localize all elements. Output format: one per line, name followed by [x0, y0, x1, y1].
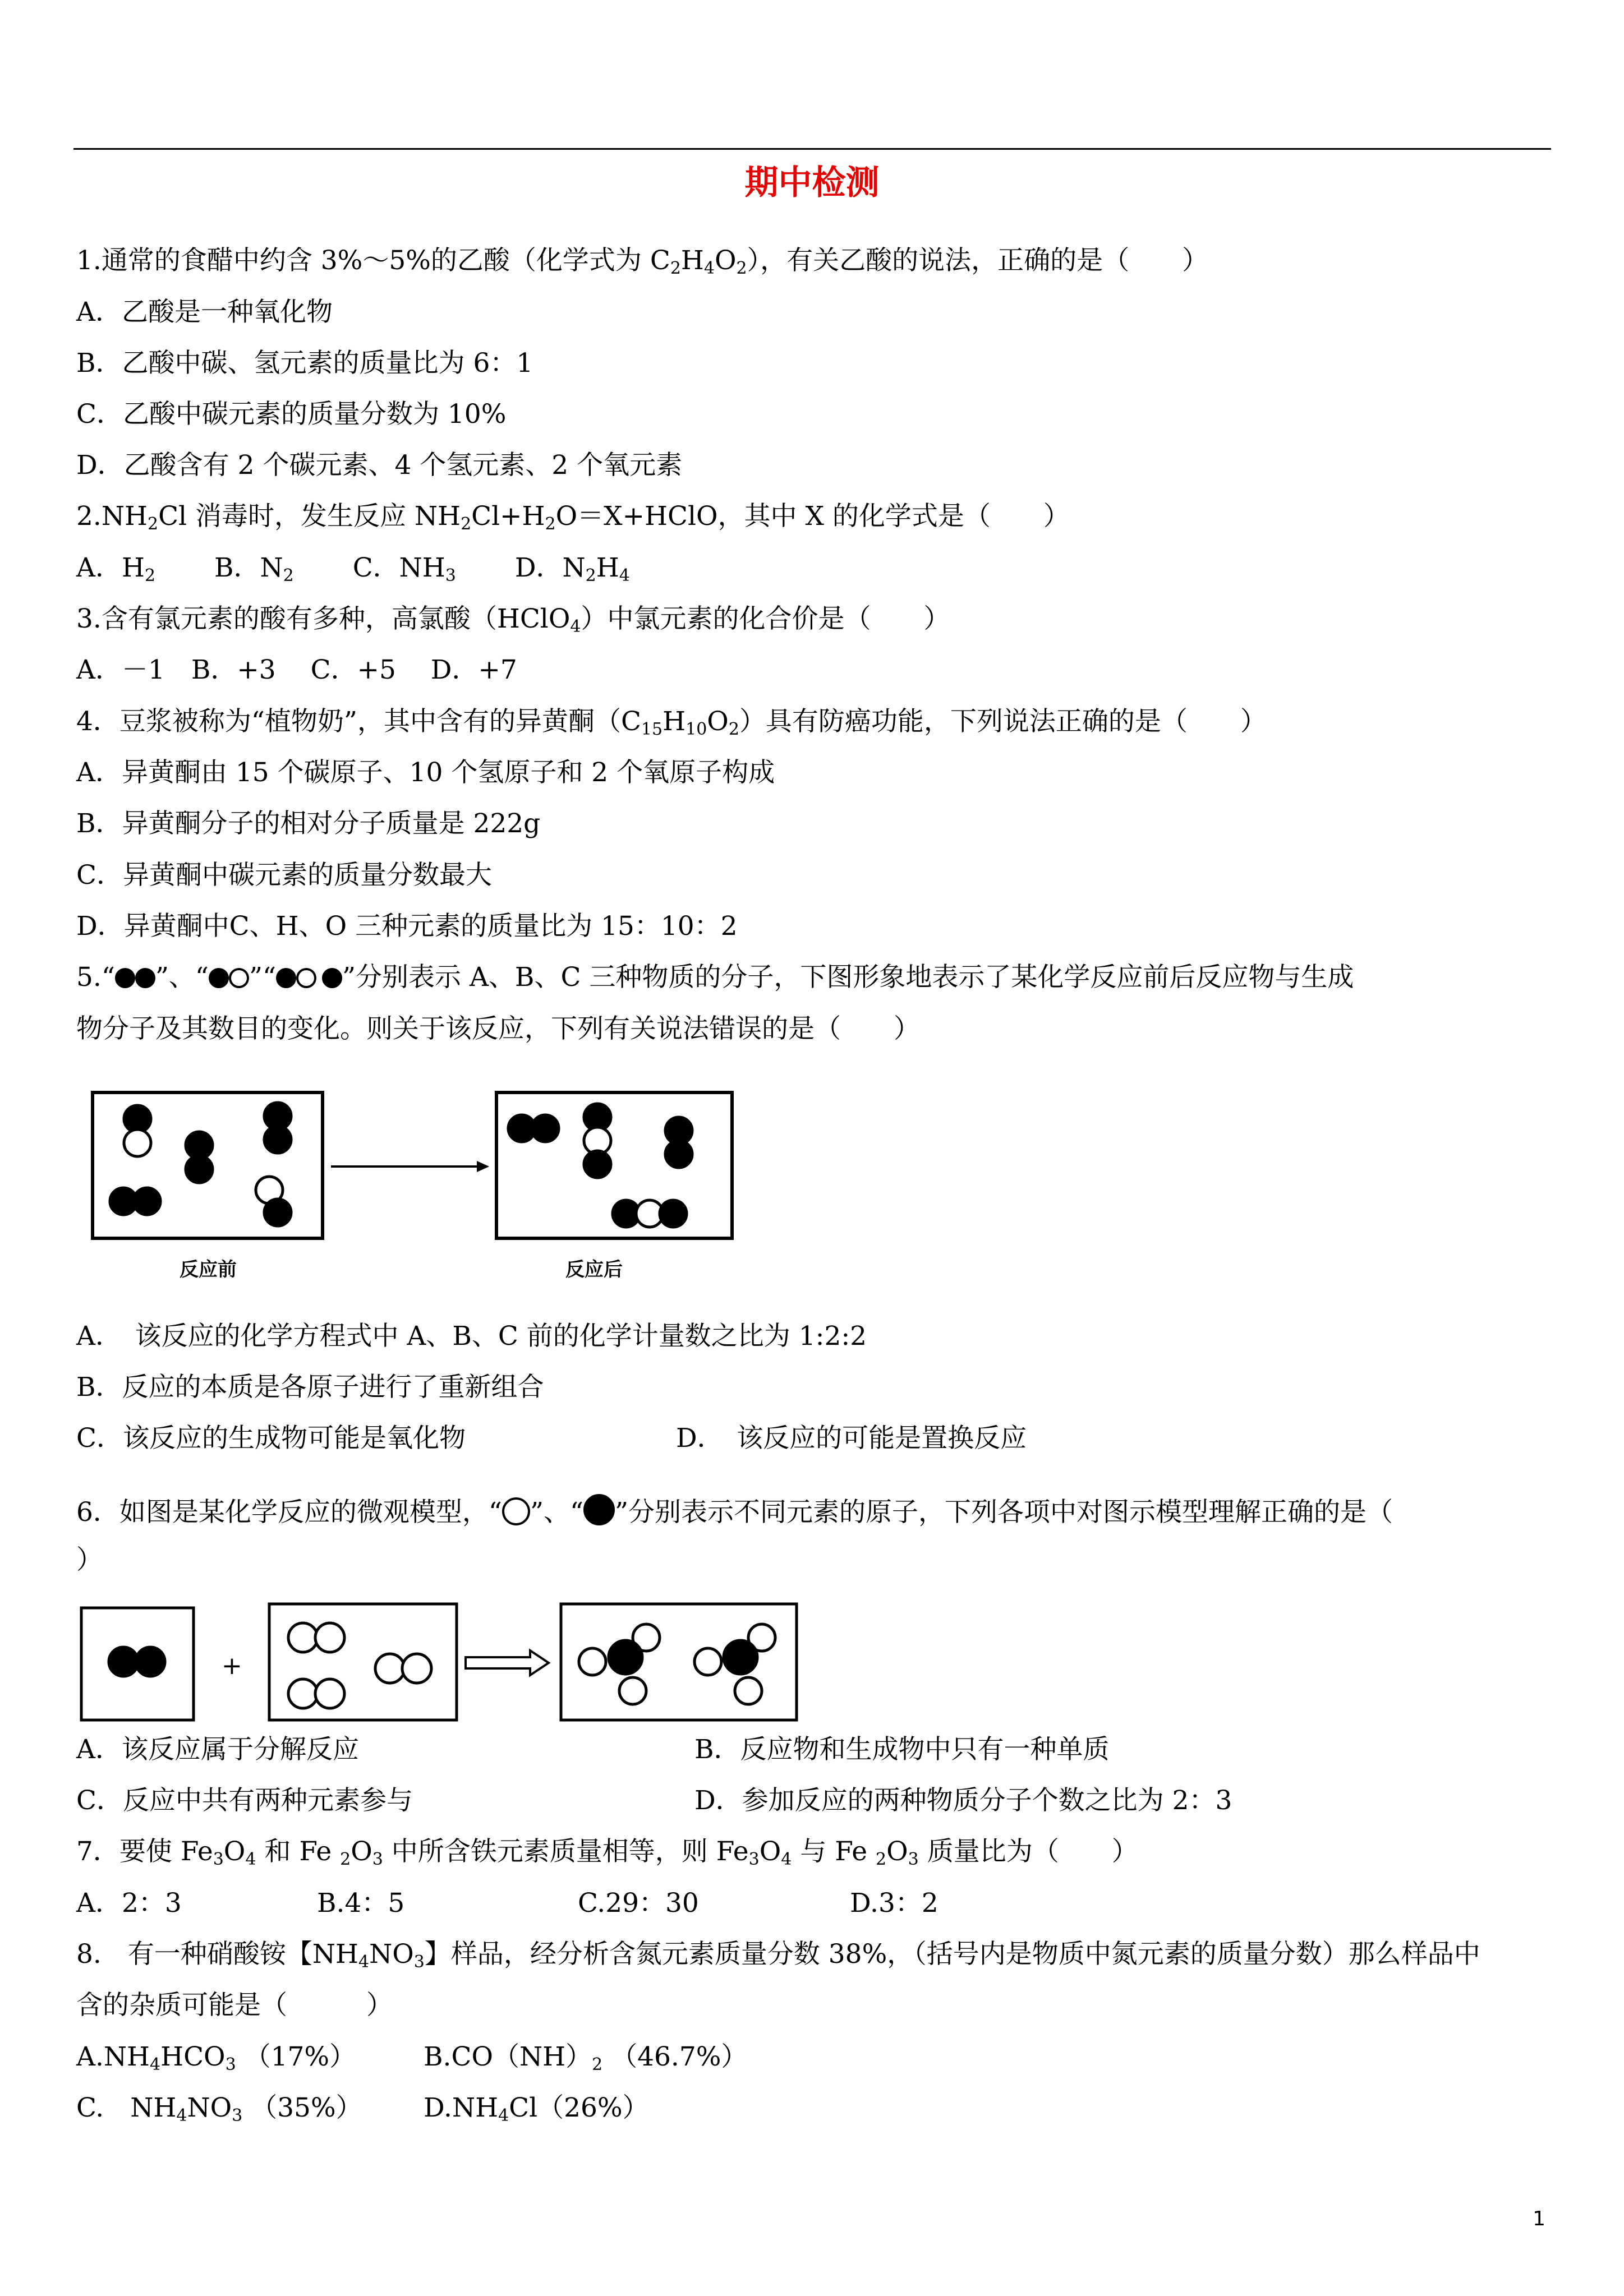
q6-option-a: A．该反应属于分解反应 [76, 1734, 359, 1765]
q7-option-b: B.4：5 [317, 1888, 405, 1919]
q2-stem: $2.NH_2Cl$ 消毒时，发生反应 $NH_2Cl+H_2O=X+HClO$，其中 X 的化学式是（ ） [76, 501, 1070, 534]
q7-option-a: A．2：3 [76, 1888, 182, 1919]
label-after: 反应后 [565, 1258, 623, 1281]
q5-stem-line2: 物分子及其数目的变化。则关于该反应，下列有关说法错误的是（ ） [76, 1013, 920, 1044]
q1-option-c: C．乙酸中碳元素的质量分数为 10% [76, 399, 507, 430]
q1-option-b: B．乙酸中碳、氢元素的质量比为 6：1 [76, 348, 533, 379]
plus-sign: + [222, 1652, 242, 1680]
q3-options: A．－1 B．+3 C．+5 D．+7 [76, 654, 517, 685]
q8-option-d: $D.NH_4Cl(26\%)$ [424, 2092, 649, 2126]
q6-reaction-diagram [79, 1601, 802, 1725]
black-atom-icon [115, 968, 135, 988]
q6-option-b: B．反应物和生成物中只有一种单质 [694, 1734, 1110, 1765]
q5-option-a: A． 该反应的化学方程式中 A、B、C 前的化学计量数之比为 1:2:2 [76, 1321, 867, 1352]
q5-option-d: D． 该反应的可能是置换反应 [676, 1423, 1027, 1454]
q2-option-d: D．$N_2H_4$ [514, 552, 630, 585]
page-number: 1 [1533, 2207, 1545, 2230]
q4-option-a: A．异黄酮由 15 个碳原子、10 个氢原子和 2 个氧原子构成 [76, 757, 775, 788]
q5-option-c: C．该反应的生成物可能是氧化物 [76, 1423, 466, 1454]
black-atom-icon [583, 1494, 615, 1525]
q5-stem-line1: 5.“ ”、“ ”“ ”分别表示 A、B、C 三种物质的分子，下图形象地表示了某化学反应前后反应物与生成 [76, 962, 1354, 993]
q3-stem: 3.含有氯元素的酸有多种，高氯酸（HClO$_4$）中氯元素的化合价是（ ） [76, 603, 950, 637]
q5-reaction-diagram [84, 1082, 735, 1290]
q5-option-b: B．反应的本质是各原子进行了重新组合 [76, 1372, 544, 1403]
label-before: 反应前 [180, 1258, 237, 1281]
q7-option-c: C.29：30 [578, 1888, 699, 1919]
q1-stem: 1.通常的食醋中约含 3%～5%的乙酸（化学式为 $C_2H_4O_2$），有关乙酸的说法，正确的是（ ） [76, 245, 1209, 278]
white-atom-icon [296, 968, 316, 988]
black-atom-icon [135, 968, 155, 988]
header-rule [73, 148, 1551, 150]
q4-option-c: C．异黄酮中碳元素的质量分数最大 [76, 860, 492, 891]
q2-option-c: C．$NH_3$ [352, 552, 456, 585]
q8-stem-line2: 含的杂质可能是（ ） [76, 1990, 393, 2021]
q2-option-b: B．$N_2$ [214, 552, 294, 585]
q4-option-d: D．异黄酮中C、H、O 三种元素的质量比为 15：10：2 [76, 911, 738, 942]
q4-stem: 4．豆浆被称为“植物奶”，其中含有的异黄酮$(C_{15}H_{10}O_2)$具有防癌功能，下列说法正确的是（ ） [76, 706, 1267, 739]
q8-option-c: C. $NH_4NO_3$ （35%） [76, 2092, 362, 2126]
q2-options [76, 553, 630, 583]
q7-stem: 7．要使 $Fe_3O_4$ 和 Fe $_2O_3$ 中所含铁元素质量相等，则 $Fe_3O_4$ 与 Fe $_2O_3$ 质量比为（ ） [76, 1836, 1138, 1869]
black-atom-icon [322, 968, 342, 988]
q6-stem-line2: ） [76, 1545, 103, 1575]
q1-option-d: D．乙酸含有 2 个碳元素、4 个氢元素、2 个氧元素 [76, 450, 683, 481]
q2-option-a: A．$H_2$ [76, 552, 156, 585]
q8-stem-line1: 8. 有一种硝酸铵【$NH_4NO_3$】样品，经分析含氮元素质量分数 38%，（括号内是物质中氮元素的质量分数）那么样品中 [76, 1939, 1480, 1972]
q6-option-c: C．反应中共有两种元素参与 [76, 1785, 413, 1816]
black-atom-icon [276, 968, 296, 988]
hollow-arrow [466, 1650, 549, 1675]
q6-stem-line1: 6．如图是某化学反应的微观模型，“ ”、“ ”分别表示不同元素的原子，下列各项中对图示模型理解正确的是（ [76, 1494, 1393, 1528]
q8-option-b: $B.CO(NH)_2$ （46.7%） [424, 2041, 748, 2074]
black-atom-icon [209, 968, 229, 988]
white-atom-icon [502, 1497, 530, 1525]
q6-option-d: D．参加反应的两种物质分子个数之比为 2：3 [694, 1785, 1232, 1816]
q7-option-d: D.3：2 [850, 1888, 938, 1919]
page-title: 期中检测 [744, 163, 880, 202]
white-atom-icon [229, 968, 249, 988]
q4-option-b: B．异黄酮分子的相对分子质量是 222g [76, 808, 541, 839]
q1-option-a: A．乙酸是一种氧化物 [76, 297, 333, 328]
q8-option-a: $A.NH_4HCO_3$ （17%） [76, 2041, 356, 2074]
